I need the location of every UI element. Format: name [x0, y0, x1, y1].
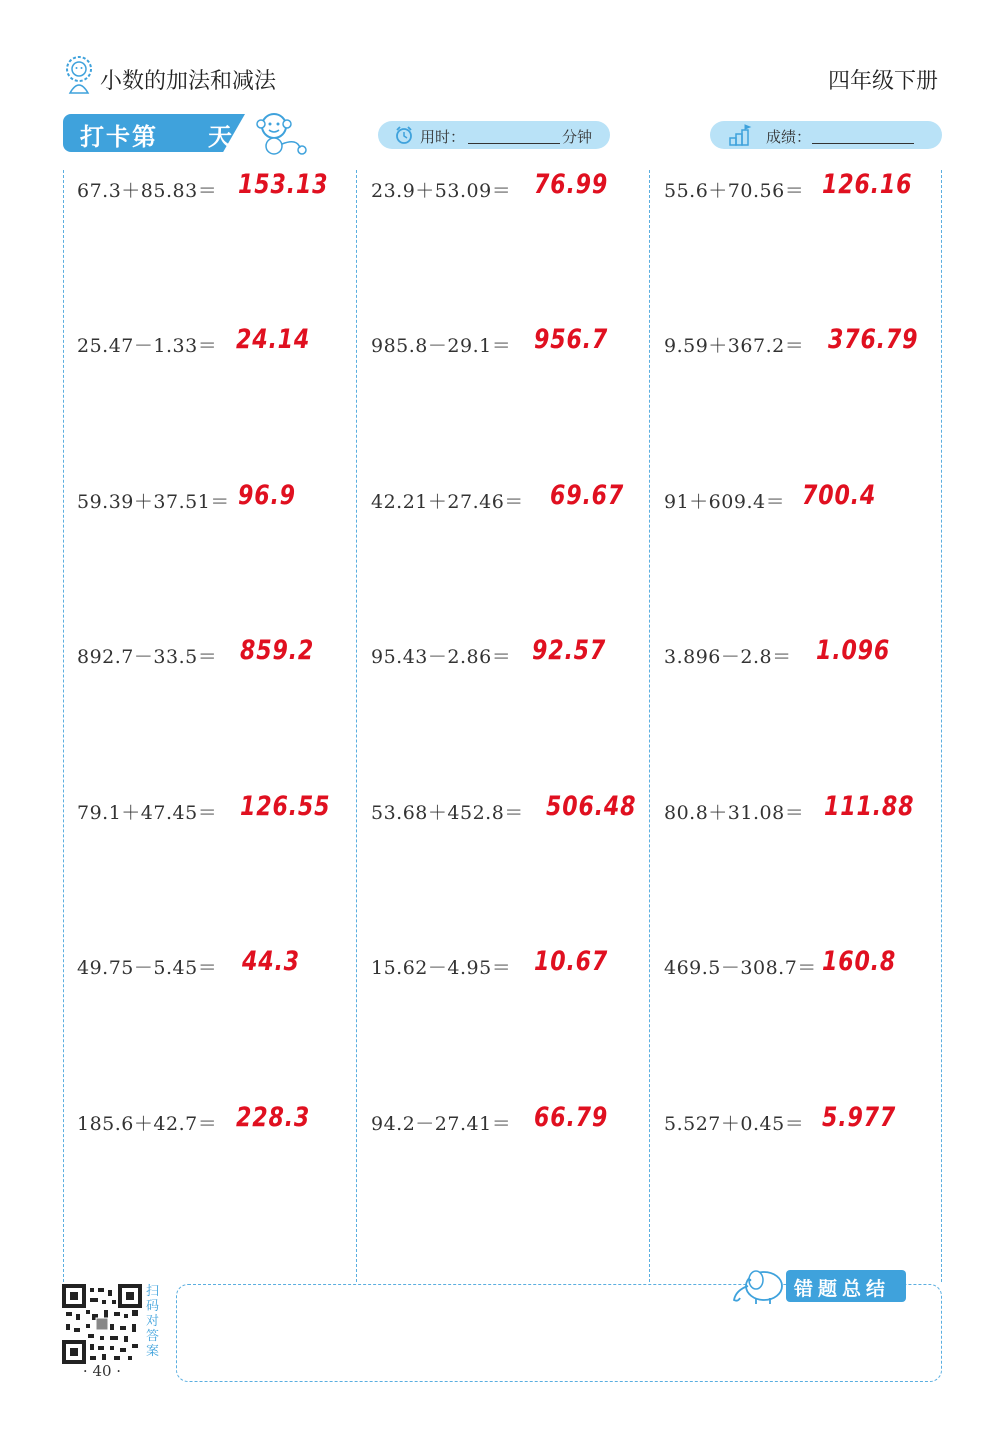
time-label: 用时： — [420, 128, 466, 146]
handwritten-answer: 228.3 — [236, 1102, 311, 1133]
problem-expression: 42.21＋27.46＝ — [371, 491, 524, 513]
problem-expression: 49.75－5.45＝ — [77, 957, 218, 979]
time-field — [378, 121, 610, 149]
time-unit: 分钟 — [562, 128, 593, 146]
handwritten-answer: 96.9 — [238, 480, 296, 511]
mistake-summary-label: 错题总结 — [794, 1278, 891, 1300]
column-divider — [941, 170, 942, 1282]
problem-expression: 80.8＋31.08＝ — [664, 802, 805, 824]
problem-expression: 9.59＋367.2＝ — [664, 335, 805, 357]
qr-code-icon[interactable] — [62, 1284, 142, 1364]
column-divider — [356, 170, 357, 1282]
handwritten-answer: 44.3 — [242, 946, 300, 977]
problem-expression: 185.6＋42.7＝ — [77, 1113, 218, 1135]
elephant-icon — [730, 1262, 788, 1306]
handwritten-answer: 376.79 — [828, 324, 919, 355]
handwritten-answer: 153.13 — [238, 169, 329, 200]
problem-expression: 67.3＋85.83＝ — [77, 180, 218, 202]
page-number: · 40 · — [82, 1362, 122, 1380]
handwritten-answer: 956.7 — [534, 324, 609, 355]
score-field — [710, 121, 942, 149]
problem-expression: 91＋609.4＝ — [664, 491, 786, 513]
handwritten-answer: 700.4 — [802, 480, 877, 511]
problem-expression: 79.1＋47.45＝ — [77, 802, 218, 824]
handwritten-answer: 66.79 — [534, 1102, 609, 1133]
handwritten-answer: 24.14 — [236, 324, 311, 355]
problem-expression: 892.7－33.5＝ — [77, 646, 218, 668]
problem-expression: 95.43－2.86＝ — [371, 646, 512, 668]
handwritten-answer: 126.16 — [822, 169, 913, 200]
handwritten-answer: 126.55 — [240, 791, 331, 822]
problem-expression: 5.527＋0.45＝ — [664, 1113, 805, 1135]
handwritten-answer: 859.2 — [240, 635, 315, 666]
handwritten-answer: 1.096 — [816, 635, 891, 666]
handwritten-answer: 92.57 — [532, 635, 607, 666]
handwritten-answer: 76.99 — [534, 169, 609, 200]
handwritten-answer: 506.48 — [546, 791, 637, 822]
problem-expression: 25.47－1.33＝ — [77, 335, 218, 357]
handwritten-answer: 111.88 — [824, 791, 915, 822]
problem-expression: 469.5－308.7＝ — [664, 957, 817, 979]
scan-answer-label: 扫码对答案 — [146, 1284, 160, 1359]
monkey-icon — [252, 108, 310, 156]
problem-expression: 59.39＋37.51＝ — [77, 491, 230, 513]
alarm-clock-icon — [394, 125, 414, 145]
page-title: 小数的加法和减法 — [100, 69, 277, 94]
handwritten-answer: 160.8 — [822, 946, 897, 977]
score-blank[interactable] — [812, 143, 914, 144]
handwritten-answer: 5.977 — [822, 1102, 897, 1133]
problem-expression: 985.8－29.1＝ — [371, 335, 512, 357]
column-divider — [649, 170, 650, 1282]
column-divider — [63, 170, 64, 1282]
score-label: 成绩： — [766, 128, 812, 146]
problem-expression: 23.9＋53.09＝ — [371, 180, 512, 202]
grade-label: 四年级下册 — [827, 69, 938, 94]
lion-logo-icon — [62, 55, 96, 95]
problem-expression: 15.62－4.95＝ — [371, 957, 512, 979]
problem-expression: 53.68＋452.8＝ — [371, 802, 524, 824]
problem-expression: 3.896－2.8＝ — [664, 646, 792, 668]
checkin-label: 打卡第 — [80, 123, 158, 151]
problem-expression: 94.2－27.41＝ — [371, 1113, 512, 1135]
podium-flag-icon — [728, 124, 752, 146]
handwritten-answer: 69.67 — [550, 480, 625, 511]
checkin-day-label: 天 — [208, 123, 232, 151]
problem-expression: 55.6＋70.56＝ — [664, 180, 805, 202]
handwritten-answer: 10.67 — [534, 946, 609, 977]
time-blank[interactable] — [468, 143, 560, 144]
